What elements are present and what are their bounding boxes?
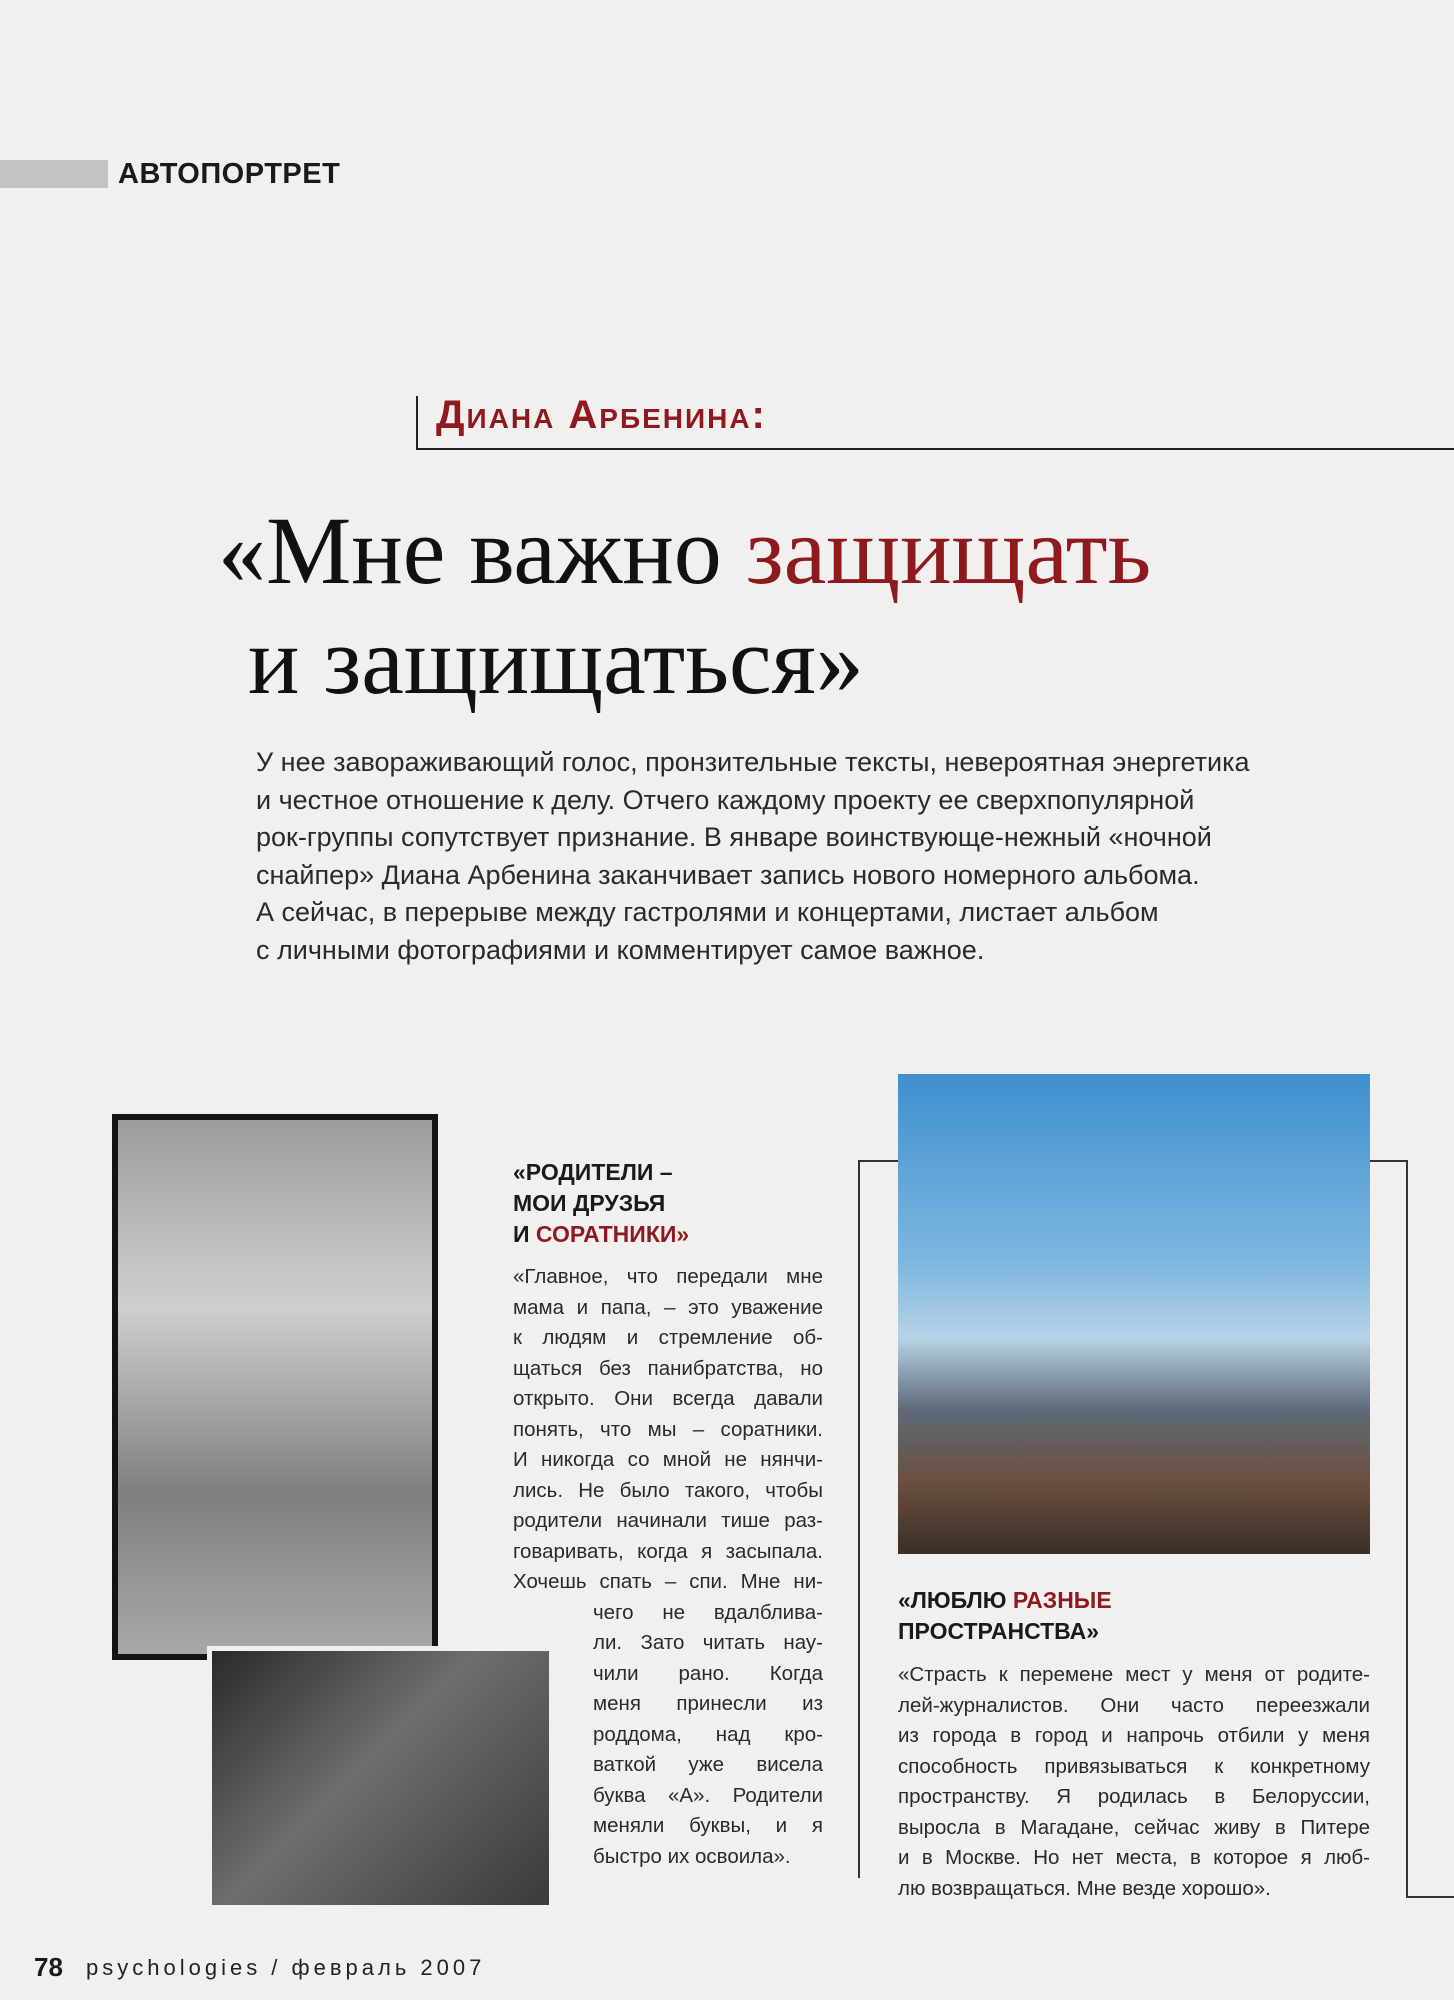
headline-line1-accent: защищать xyxy=(745,497,1152,604)
caption-parents-title xyxy=(513,1157,813,1250)
article-headline xyxy=(218,496,1418,716)
family-photo xyxy=(112,1114,438,1660)
caption-spaces-text xyxy=(898,1660,1370,1904)
caption-line: щаться без панибратства, но xyxy=(513,1356,823,1380)
caption-line: роддома, над кро- xyxy=(593,1722,823,1746)
caption-line: лей-журналистов. Они часто переезжали xyxy=(898,1693,1370,1717)
caption-line: ваткой уже висела xyxy=(593,1753,823,1776)
caption-line: родители начинали тише раз- xyxy=(513,1509,823,1532)
caption-title-line: ПРОСТРАНСТВА» xyxy=(898,1618,1100,1644)
caption-title-line xyxy=(898,1585,1318,1616)
caption-line: «Главное, что передали мне xyxy=(513,1265,823,1288)
frame-line xyxy=(1370,1160,1408,1162)
name-rule-horizontal xyxy=(416,448,1454,450)
caption-line: «Страсть к перемене мест у меня от родите- xyxy=(898,1663,1370,1686)
intro-line: рок-группы сопутствует признание. В январе воинствующе-нежный «ночной xyxy=(256,822,1212,852)
caption-line: чего не вдалблива- xyxy=(593,1600,823,1624)
caption-title-line: МОИ ДРУЗЬЯ xyxy=(513,1190,666,1216)
caption-line: выросла в Магадане, сейчас живу в Питере xyxy=(898,1815,1370,1839)
name-rule-vertical xyxy=(416,396,418,448)
caption-line: способность привязываться к конкретному xyxy=(898,1754,1370,1778)
city-photo xyxy=(898,1074,1370,1554)
caption-line: открыто. Они всегда давали xyxy=(513,1387,823,1410)
article-subject-name: Диана Арбенина: xyxy=(436,393,767,437)
caption-line: к людям и стремление об- xyxy=(513,1326,823,1349)
article-intro xyxy=(256,744,1356,969)
caption-line: лись. Не было такого, чтобы xyxy=(513,1478,823,1502)
caption-line: мама и папа, – это уважение xyxy=(513,1295,823,1319)
frame-line xyxy=(858,1160,860,1878)
caption-title-line xyxy=(513,1219,813,1250)
intro-line: с личными фотографиями и комментирует самое важное. xyxy=(256,934,985,965)
intro-line: У нее завораживающий голос, пронзительные тексты, невероятная энергетика xyxy=(256,747,1250,777)
caption-line: говаривать, когда я засыпала. xyxy=(513,1539,823,1563)
intro-line: снайпер» Диана Арбенина заканчивает запись нового номерного альбома. xyxy=(256,859,1200,890)
section-label: АВТОПОРТРЕТ xyxy=(118,158,341,190)
caption-title-prefix: И xyxy=(513,1221,536,1247)
caption-line: и в Москве. Но нет места, в которое я люб- xyxy=(898,1846,1370,1869)
caption-line: чили рано. Когда xyxy=(593,1661,823,1685)
caption-line: буква «А». Родители xyxy=(593,1783,823,1807)
caption-line: Хочешь спать – спи. Мне ни- xyxy=(513,1570,823,1593)
father-photo xyxy=(207,1646,554,1910)
caption-line: меняли буквы, и я xyxy=(593,1814,823,1837)
caption-line: из города в город и напрочь отбили у меня xyxy=(898,1724,1370,1747)
intro-line: и честное отношение к делу. Отчего каждому проекту ее сверхпопулярной xyxy=(256,784,1195,815)
caption-title-accent: СОРАТНИКИ» xyxy=(535,1221,690,1247)
section-marker-bar xyxy=(0,160,108,188)
caption-line: лю возвращаться. Мне везде хорошо». xyxy=(898,1876,1271,1900)
intro-line: А сейчас, в перерыве между гастролями и концертами, листает альбом xyxy=(256,897,1159,927)
headline-line1-prefix: «Мне важно xyxy=(218,497,746,604)
frame-line xyxy=(858,1160,898,1162)
caption-line: И никогда со мной не нянчи- xyxy=(513,1448,823,1471)
caption-spaces-title xyxy=(898,1585,1318,1647)
caption-title-prefix: «ЛЮБЛЮ xyxy=(898,1587,1013,1613)
caption-title-accent: РАЗНЫЕ xyxy=(1012,1587,1112,1613)
caption-line: ли. Зато читать нау- xyxy=(593,1631,823,1654)
caption-line: быстро их освоила». xyxy=(593,1844,791,1868)
caption-line: пространству. Я родилась в Белоруссии, xyxy=(898,1785,1370,1808)
caption-line: понять, что мы – соратники. xyxy=(513,1417,823,1441)
frame-line xyxy=(1406,1160,1408,1898)
caption-line: меня принесли из xyxy=(593,1692,823,1715)
caption-title-line: «РОДИТЕЛИ – xyxy=(513,1159,673,1185)
page-number: 78 xyxy=(34,1952,63,1982)
frame-line xyxy=(1406,1896,1454,1898)
footer-magazine-issue: psychologies / февраль 2007 xyxy=(86,1955,486,1980)
headline-line2: и защищаться» xyxy=(248,607,864,714)
caption-parents-text xyxy=(513,1262,823,1872)
